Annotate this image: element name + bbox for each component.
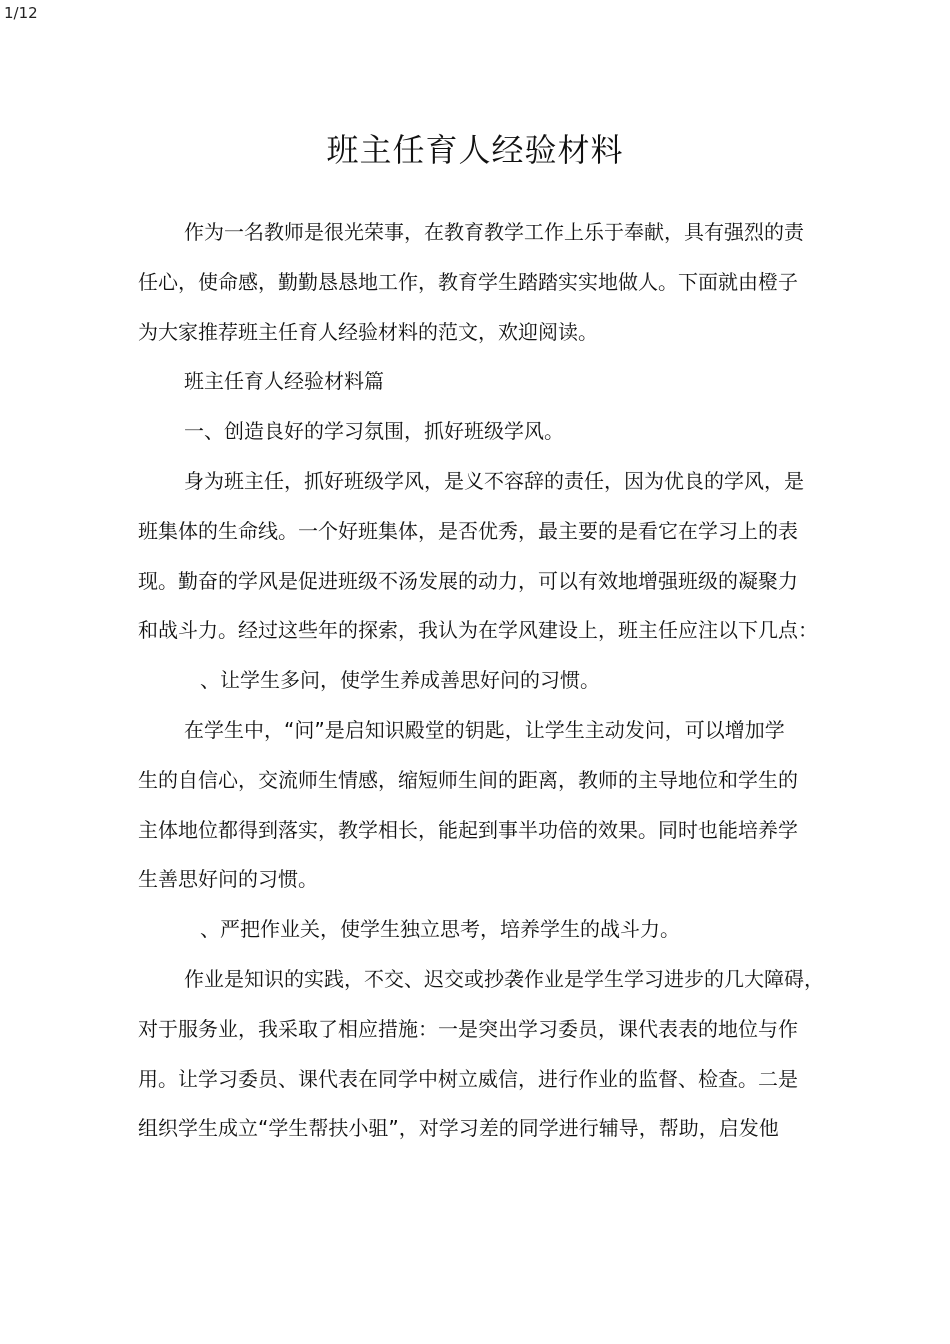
document-title: 班主任育人经验材料 (326, 131, 624, 169)
text-line: 对于服务业，我采取了相应措施：一是突出学习委员，课代表表的地位与作 (138, 1016, 798, 1041)
text-line: 、让学生多问，使学生养成善思好问的习惯。 (200, 668, 600, 693)
text-line: 主体地位都得到落实，教学相长，能起到事半功倍的效果。同时也能培养学 (138, 817, 798, 842)
page-indicator: 1/12 (4, 4, 38, 22)
text-line: 班主任育人经验材料篇 (184, 369, 384, 394)
text-line: 在学生中，“问”是启知识殿堂的钥匙，让学生主动发问，可以增加学 (184, 717, 785, 742)
text-line: 任心，使命感，勤勤恳恳地工作，教育学生踏踏实实地做人。下面就由橙子 (138, 269, 798, 294)
text-line: 身为班主任，抓好班级学风，是义不容辞的责任，因为优良的学风，是 (184, 468, 804, 493)
document-body (138, 208, 828, 1154)
text-line: 一、创造良好的学习氛围，抓好班级学风。 (184, 419, 564, 444)
text-line: 组织学生成立“学生帮扶小驵”，对学习差的同学进行辅导，帮助，启发他 (138, 1116, 779, 1141)
text-line: 和战斗力。经过这些年的探索，我认为在学风建设上，班主任应注以下几点： (138, 618, 818, 643)
text-line: 用。让学习委员、课代表在同学中树立威信，进行作业的监督、检查。二是 (138, 1066, 798, 1091)
text-line: 班集体的生命线。一个好班集体，是否优秀，最主要的是看它在学习上的表 (138, 518, 798, 543)
text-line: 作业是知识的实践，不交、迟交或抄袭作业是学生学习进步的几大障碍， (184, 966, 824, 991)
text-line: 作为一名教师是很光荣事，在教育教学工作上乐于奉献，具有强烈的责 (184, 220, 804, 244)
text-line: 生善思好问的习惯。 (138, 867, 318, 892)
text-line: 、严把作业关，使学生独立思考，培养学生的战斗力。 (200, 917, 680, 942)
text-line: 为大家推荐班主任育人经验材料的范文，欢迎阅读。 (138, 319, 598, 344)
text-line: 生的自信心，交流师生情感，缩短师生间的距离，教师的主导地位和学生的 (138, 767, 798, 792)
text-line: 现。勤奋的学风是促进班级不汤发展的动力，可以有效地增强班级的凝聚力 (138, 568, 798, 593)
